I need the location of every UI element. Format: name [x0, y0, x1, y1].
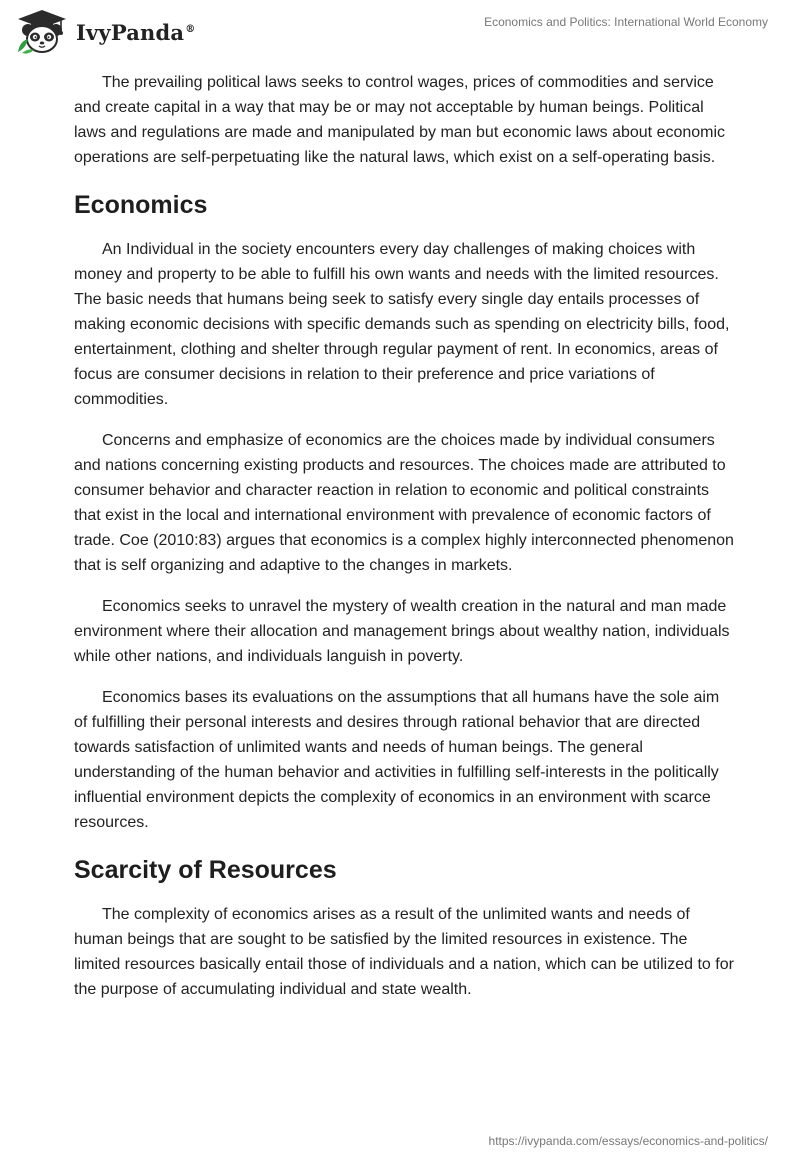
economics-paragraph-1: An Individual in the society encounters every day challenges of making choices with money and property to be able to fulfill his own wants and needs with the limited resources. The basic needs that humans being seek to satisfy every single day entails processes of making economic decisions with specific demands such as spending on electricity bills, food, entertainment, clothing and shelter through regular payment of rent. In economics, areas of focus are consumer decisions in relation to their preference and price variations of commodities.: [74, 241, 730, 408]
brand-name: [76, 20, 195, 45]
economics-paragraph-4: Economics bases its evaluations on the assumptions that all humans have the sole aim of fulfilling their personal interests and desires through rational behavior that are directed towards satisfaction of unlimited wants and needs of human beings. The general understanding of the human behavior and activities in fulfilling self-interests in the politically influential environment depicts the complexity of economics in an environment with scarce resources.: [74, 689, 720, 831]
section-heading-economics: Economics: [74, 191, 208, 219]
intro-paragraph: The prevailing political laws seeks to control wages, prices of commodities and service and create capital in a way that may be or may not acceptable by human beings. Political laws and regulations are made and manipulated by man but economic laws about economic operations are self-perpetuating like the natural laws, which exist on a self-operating basis.: [74, 74, 726, 166]
economics-paragraph-2: Concerns and emphasize of economics are the choices made by individual consumers and nations concerning existing products and resources. The choices made are attributed to consumer behavior and character reaction in relation to economic and political constraints that exist in the local and international environment with prevalence of economic factors of trade. Coe (2010:83) argues that economics is a complex highly interconnected phenomenon that is self organizing and adaptive to the changes in markets.: [74, 432, 734, 574]
page-header: [0, 0, 800, 64]
source-url[interactable]: https://ivypanda.com/essays/economics-and-politics/: [488, 1134, 768, 1148]
economics-paragraph-3: Economics seeks to unravel the mystery of wealth creation in the natural and man made environment where their allocation and management brings about wealthy nation, individuals while other nations, and individuals languish in poverty.: [74, 598, 730, 665]
section-heading-scarcity: Scarcity of Resources: [74, 856, 337, 884]
essay-body: [74, 70, 734, 1018]
scarcity-paragraph-1: The complexity of economics arises as a result of the unlimited wants and needs of human beings that are sought to be satisfied by the limited resources in existence. The limited resources basically entail those of individuals and a nation, which can be utilized to for the purpose of accumulating individual and state wealth.: [74, 906, 734, 998]
brand-text: IvyPanda: [76, 19, 185, 45]
document-title: Economics and Politics: International World Economy: [484, 15, 768, 29]
ivypanda-logo[interactable]: [14, 8, 195, 54]
panda-mascot-icon: [14, 8, 70, 54]
registered-mark: ®: [185, 23, 196, 35]
